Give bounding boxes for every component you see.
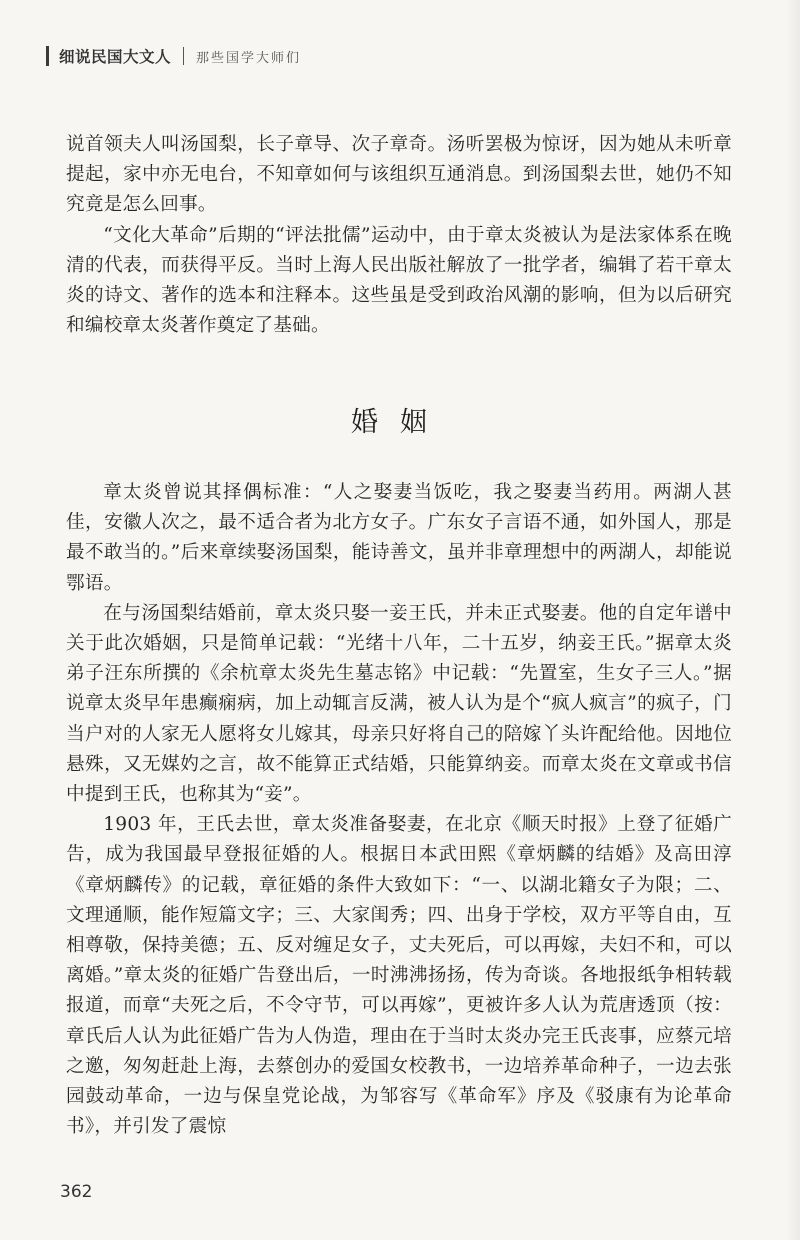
paragraph: 1903 年，王氏去世，章太炎准备娶妻，在北京《顺天时报》上登了征婚广告，成为我国最早登报征婚的人。根据日本武田熙《章炳麟的结婚》及高田淳《章炳麟传》的记载，章征婚的条件大致如下：“一、以湖北籍女子为限；二、文理通顺，能作短篇文字；三、大家闺秀；四、出身于学校，双方平等自由，互相尊敬，保持美德；五、反对缠足女子，丈夫死后，可以再嫁，夫妇不和，可以离婚。”章太炎的征婚广告登出后，一时沸沸扬扬，传为奇谈。各地报纸争相转载报道，而章“夫死之后，不令守节，可以再嫁”，更被许多人认为荒唐透顶（按：章氏后人认为此征婚广告为人伪造，理由在于当时太炎办完王氏丧事，应蔡元培之邀，匆匆赶赴上海，去蔡创办的爱国女校教书，一边培养革命种子，一边去张园鼓动革命，一边与保皇党论战，为邹容写《革命军》序及《驳康有为论革命书》，并引发了震惊 bbox=[66, 814, 732, 1138]
book-subtitle: 那些国学大师们 bbox=[196, 50, 302, 66]
paragraph: “文化大革命”后期的“评法批儒”运动中，由于章太炎被认为是法家体系在晚清的代表，而获得平反。当时上海人民出版社解放了一批学者，编辑了若干章太炎的诗文、著作的选本和注释本。这些虽是受到政治风潮的影响，但为以后研究和编校章太炎著作奠定了基础。 bbox=[66, 224, 732, 337]
running-header bbox=[46, 40, 301, 72]
paragraph: 说首领夫人叫汤国梨，长子章导、次子章奇。汤听罢极为惊讶，因为她从未听章提起，家中亦无电台，不知章如何与该组织互通消息。到汤国梨去世，她仍不知究竟是怎么回事。 bbox=[66, 134, 732, 216]
section-heading: 婚姻 bbox=[351, 407, 449, 438]
section-continuation bbox=[66, 130, 732, 341]
header-separator bbox=[183, 47, 184, 65]
page-number: 362 bbox=[60, 1182, 93, 1202]
page-edge-shadow bbox=[786, 0, 800, 1240]
header-bar bbox=[46, 46, 49, 66]
paragraph: 章太炎曾说其择偶标准：“人之娶妻当饭吃，我之娶妻当药用。两湖人甚佳，安徽人次之，最不适合者为北方女子。广东女子言语不通，如外国人，那是最不敢当的。”后来章续娶汤国梨，能诗善文，虽并非章理想中的两湖人，却能说鄂语。 bbox=[66, 482, 732, 594]
paragraph: 在与汤国梨结婚前，章太炎只娶一妾王氏，并未正式娶妻。他的自定年谱中关于此次婚姻，只是简单记载：“光绪十八年，二十五岁，纳妾王氏。”据章太炎弟子汪东所撰的《余杭章太炎先生墓志铭》中记载：“先置室，生女子三人。”据说章太炎早年患癫痫病，加上动辄言反满，被人认为是个“疯人疯言”的疯子，门当户对的人家无人愿将女儿嫁其，母亲只好将自己的陪嫁丫头许配给他。因地位悬殊，又无媒妁之言，故不能算正式结婚，只能算纳妾。而章太炎在文章或书信中提到王氏，也称其为“妾”。 bbox=[66, 602, 732, 806]
section-marriage bbox=[66, 478, 732, 1142]
book-title: 细说民国大文人 bbox=[59, 48, 172, 66]
